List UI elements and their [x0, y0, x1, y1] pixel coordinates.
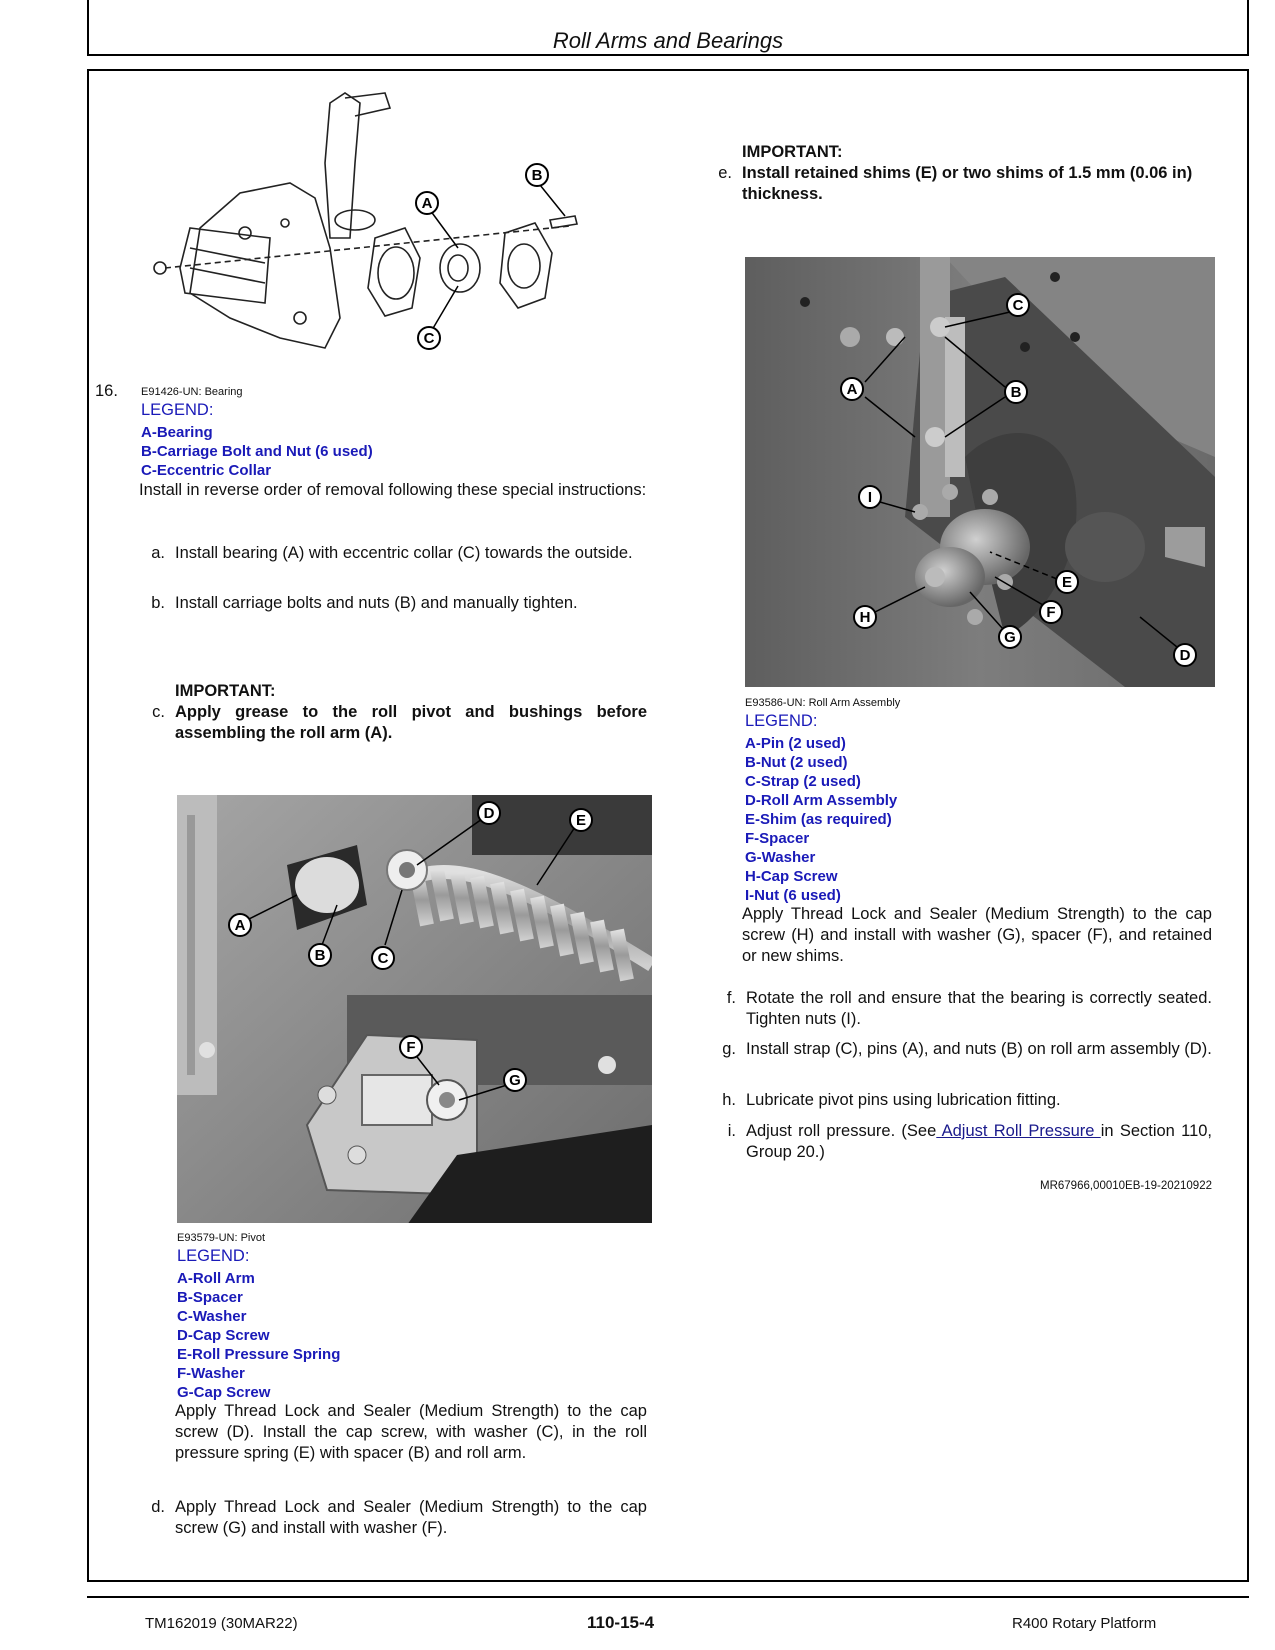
legend-item: C-Eccentric Collar [141, 462, 272, 479]
legend-item: B-Carriage Bolt and Nut (6 used) [141, 443, 373, 460]
important-heading: IMPORTANT: [175, 682, 276, 700]
callout-a: A [234, 917, 246, 934]
important-heading: IMPORTANT: [742, 143, 843, 161]
callout-c: C [377, 950, 389, 967]
callout-f: F [406, 1039, 416, 1056]
step-label: a. [151, 544, 165, 562]
step-text: Apply grease to the roll pivot and bushings before assembling the roll arm (A). [175, 703, 647, 742]
doc-id: MR67966,00010EB-19-20210922 [1040, 1180, 1212, 1192]
legend-item: E-Shim (as required) [745, 811, 892, 828]
legend-item: A-Roll Arm [177, 1270, 255, 1287]
legend-title: LEGEND: [177, 1247, 250, 1265]
page-number: 110-15-4 [587, 1613, 655, 1632]
callout-d: D [483, 805, 495, 822]
callout-e: E [1061, 574, 1073, 591]
legend-list [177, 1269, 340, 1402]
legend-item: A-Bearing [141, 424, 213, 441]
legend-item: E-Roll Pressure Spring [177, 1346, 341, 1363]
bearing-figure [140, 88, 600, 373]
figure-caption: E93586-UN: Roll Arm Assembly [745, 697, 901, 709]
step-text: Rotate the roll and ensure that the bearing is correctly seated. Tighten nuts (I). [746, 989, 1212, 1028]
callout-i: I [867, 489, 873, 506]
callout-c: C [1012, 297, 1024, 314]
step-text: Lubricate pivot pins using lubrication fitting. [746, 1091, 1061, 1109]
header-box [87, 0, 1249, 56]
legend-item: C-Washer [177, 1308, 247, 1325]
legend-item: F-Spacer [745, 830, 810, 847]
step-label: d. [151, 1498, 165, 1516]
step-text: Install carriage bolts and nuts (B) and manually tighten. [175, 594, 578, 612]
step-text-pre: Adjust roll pressure. (See [746, 1122, 937, 1140]
step-label: c. [152, 703, 165, 721]
step-text-post: in Section 110, Group 20.) [746, 1122, 1213, 1161]
legend-list [141, 423, 373, 480]
figure-note: Apply Thread Lock and Sealer (Medium Strength) to the cap screw (D). Install the cap screw, with washer (C), in the roll pressure spring (E) with spacer (B) and roll arm. [175, 1402, 647, 1462]
callout-a: A [421, 195, 433, 212]
step-text: Install bearing (A) with eccentric collar (C) towards the outside. [175, 544, 633, 562]
callout-c: C [423, 330, 435, 347]
callout-b: B [1010, 384, 1022, 401]
roll-arm-figure [745, 257, 1215, 687]
callout-h: H [859, 609, 871, 626]
legend-item: F-Washer [177, 1365, 245, 1382]
step-label: f. [726, 989, 736, 1007]
step-label: e. [718, 164, 732, 182]
legend-item: B-Spacer [177, 1289, 243, 1306]
callout-e: E [575, 812, 587, 829]
legend-item: G-Cap Screw [177, 1384, 271, 1401]
adjust-roll-pressure-link[interactable]: Adjust Roll Pressure [936, 1122, 1101, 1140]
legend-item: C-Strap (2 used) [745, 773, 861, 790]
footer-doc-number: TM162019 (30MAR22) [145, 1615, 298, 1632]
footer-rule [87, 1596, 1249, 1598]
step-text: Apply Thread Lock and Sealer (Medium Strength) to the cap screw (G) and install with washer (F). [175, 1498, 647, 1537]
figure-note: Apply Thread Lock and Sealer (Medium Strength) to the cap screw (H) and install with washer (G), spacer (F), and retained or new shims. [742, 905, 1212, 965]
legend-item: H-Cap Screw [745, 868, 838, 885]
figure-caption: E93579-UN: Pivot [177, 1232, 266, 1244]
step-label: b. [151, 594, 165, 612]
callout-b: B [314, 947, 326, 964]
legend-item: D-Roll Arm Assembly [745, 792, 898, 809]
page-title: Roll Arms and Bearings [552, 28, 784, 53]
legend-title: LEGEND: [141, 401, 214, 419]
figure-caption: E91426-UN: Bearing [141, 386, 243, 398]
legend-item: D-Cap Screw [177, 1327, 270, 1344]
legend-list [745, 734, 897, 905]
footer-product: R400 Rotary Platform [1012, 1615, 1157, 1632]
legend-item: A-Pin (2 used) [745, 735, 846, 752]
legend-title: LEGEND: [745, 712, 818, 730]
step-text [746, 1121, 1212, 1163]
legend-item: B-Nut (2 used) [745, 754, 848, 771]
step-number: 16. [95, 382, 118, 400]
callout-f: F [1046, 604, 1056, 621]
step-label: h. [722, 1091, 736, 1109]
step-text: Install retained shims (E) or two shims of 1.5 mm (0.06 in) thickness. [742, 164, 1193, 203]
callout-a: A [846, 381, 858, 398]
legend-item: I-Nut (6 used) [745, 887, 841, 904]
step-label: i. [727, 1122, 736, 1140]
callout-d: D [1179, 647, 1191, 664]
intro-text: Install in reverse order of removal following these special instructions: [139, 481, 647, 499]
legend-item: G-Washer [745, 849, 816, 866]
step-text: Install strap (C), pins (A), and nuts (B) on roll arm assembly (D). [746, 1040, 1212, 1058]
pivot-figure [177, 795, 652, 1223]
step-label: g. [722, 1040, 736, 1058]
callout-b: B [531, 167, 543, 184]
callout-g: G [509, 1072, 521, 1089]
callout-g: G [1004, 629, 1016, 646]
